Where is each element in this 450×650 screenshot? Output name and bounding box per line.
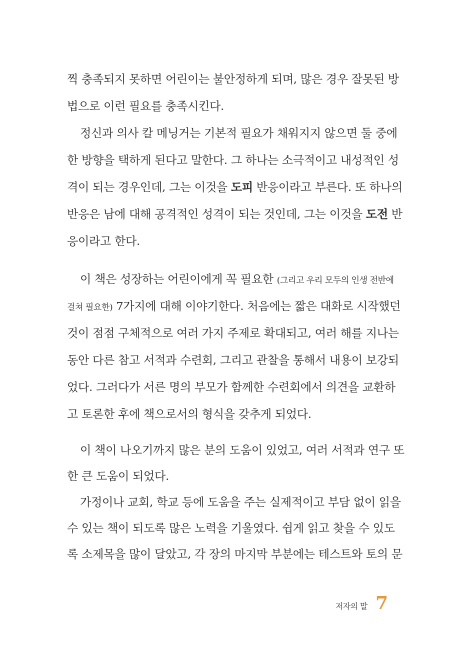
emphasis-term: 도피 (230, 180, 253, 194)
text-segment: 반 (387, 207, 403, 221)
text-line: 록 소제목을 많이 달았고, 각 장의 마지막 부분에는 테스트와 토의 문 (67, 547, 403, 561)
emphasis-term: 도전 (365, 207, 388, 221)
text-segment: 7가지에 대해 이야기한다. 처음에는 짧은 대화로 시작했던 (112, 299, 401, 313)
text-line: 정신과 의사 칼 메닝거는 기본적 필요가 채워지지 않으면 둘 중에 (80, 126, 398, 140)
text-line: 한 방향을 택하게 된다고 말한다. 그 하나는 소극적이고 내성적인 성 (67, 153, 399, 167)
text-line (67, 178, 403, 196)
text-line: 고 토론한 후에 책으로서의 형식을 갖추게 되었다. (67, 407, 312, 421)
parenthetical-note: (그리고 우리 모두의 인생 전반에 (276, 276, 394, 286)
text-line (67, 297, 401, 317)
parenthetical-note: 걸쳐 필요한) (67, 303, 113, 313)
text-segment: 반응이라고 부른다. 또 하나의 (252, 180, 403, 194)
text-line: 동안 다른 참고 서적과 수련회, 그리고 관찰을 통해서 내용이 보강되 (67, 353, 399, 367)
text-line: 응이라고 한다. (67, 234, 140, 248)
text-line (67, 205, 403, 223)
text-segment: 이 책은 성장하는 어린이에게 꼭 필요한 (80, 272, 277, 286)
text-line: 찍 충족되지 못하면 어린이는 불안정하게 되며, 많은 경우 잘못된 방 (67, 72, 399, 86)
text-segment: 격이 되는 경우인데, 그는 이것을 (67, 180, 231, 194)
text-line: 었다. 그러다가 서른 명의 부모가 함께한 수련회에서 의견을 교환하 (67, 380, 396, 394)
text-line: 법으로 이런 필요를 충족시킨다. (67, 99, 224, 113)
text-line: 수 있는 책이 되도록 많은 노력을 기울였다. 쉽게 읽고 찾을 수 있도 (67, 521, 395, 535)
text-line: 이 책이 나오기까지 많은 분의 도움이 있었고, 여러 서적과 연구 또 (80, 443, 405, 457)
running-footer-title: 저자의 말 (335, 602, 368, 611)
text-line: 한 큰 도움이 되었다. (67, 469, 169, 483)
page-number: 7 (375, 593, 388, 614)
text-line: 것이 점점 구체적으로 여러 가지 주제로 확대되고, 여러 해를 지나는 (67, 326, 399, 340)
text-line: 가정이나 교회, 학교 등에 도움을 주는 실제적이고 부담 없이 읽을 (80, 495, 401, 509)
text-line (80, 270, 394, 290)
page-footer (336, 593, 389, 615)
text-segment: 반응은 남에 대해 공격적인 성격이 되는 것인데, 그는 이것을 (67, 207, 366, 221)
